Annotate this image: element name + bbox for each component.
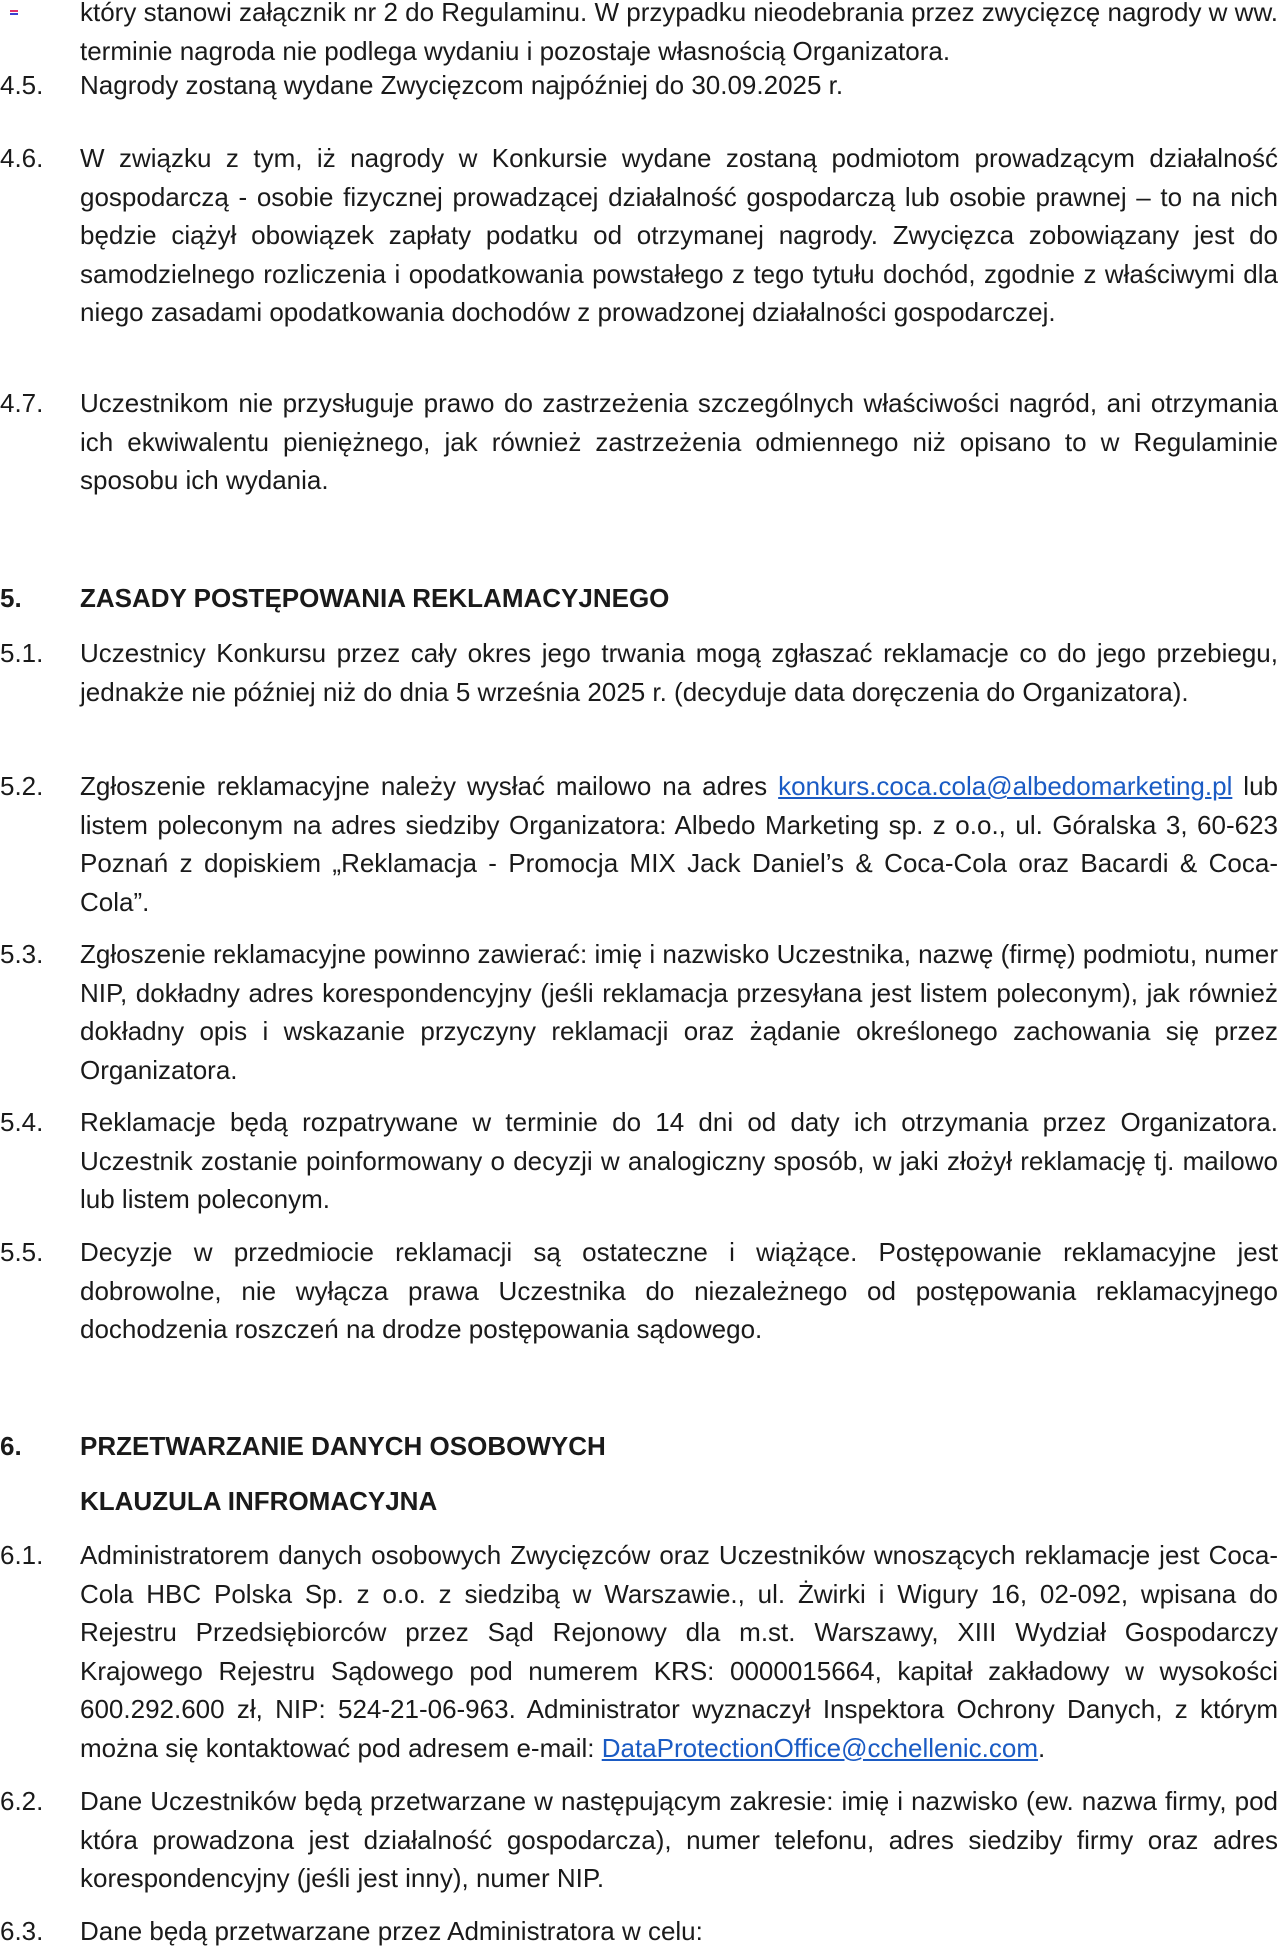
paragraph-number: 5.4. <box>0 1107 44 1137</box>
paragraph-number: 5.2. <box>0 771 44 801</box>
paragraph-text: Dane Uczestników będą przetwarzane w następującym zakresie: imię i nazwisko (ew. nazwa firmy, pod która prowadzona jest działalność gospodarcza), numer telefonu, adres siedziby firmy oraz adres korespondencyjny (jeśli jest inny), numer NIP. <box>80 1786 1278 1893</box>
paragraph-number: 6.3. <box>0 1916 44 1946</box>
paragraph-text-after: lub listem poleconym na adres siedziby Organizatora: Albedo Marketing sp. z o.o., ul. Góralska 3, 60-623 Poznań z dopiskiem „Reklamacja - Promocja MIX Jack Daniel’s & Coca-Cola oraz Bacardi & Coca-Cola”. <box>80 771 1279 917</box>
paragraph-text <box>80 1536 1278 1767</box>
section-subtitle: KLAUZULA INFROMACYJNA <box>80 1486 438 1516</box>
section-number: 6. <box>0 1431 22 1461</box>
paragraph-text: Decyzje w przedmiocie reklamacji są ostateczne i wiążące. Postępowanie reklamacyjne jest dobrowolne, nie wyłącza prawa Uczestnika do niezależnego od postępowania reklamacyjnego dochodzenia roszczeń na drodze postępowania sądowego. <box>80 1237 1278 1344</box>
paragraph-number: 6.1. <box>0 1540 44 1570</box>
paragraph-number: 6.2. <box>0 1786 44 1816</box>
paragraph-number: 4.7. <box>0 388 44 418</box>
paragraph-number: 5.5. <box>0 1237 44 1267</box>
section-title: ZASADY POSTĘPOWANIA REKLAMACYJNEGO <box>80 583 670 613</box>
paragraph-text <box>80 767 1278 921</box>
paragraph-text: Uczestnikom nie przysługuje prawo do zastrzeżenia szczególnych właściwości nagród, ani otrzymania ich ekwiwalentu pieniężnego, jak również zastrzeżenia odmiennego niż opisano to w Regulaminie sposobu ich wydania. <box>80 388 1278 495</box>
section-number: 5. <box>0 583 22 613</box>
paragraph-text: który stanowi załącznik nr 2 do Regulaminu. W przypadku nieodebrania przez zwycięzcę nagrody w ww. terminie nagroda nie podlega wydaniu i pozostaje własnością Organizatora. <box>80 0 1279 66</box>
paragraph-number: 5.3. <box>0 939 44 969</box>
complaint-email-link[interactable]: konkurs.coca.cola@albedomarketing.pl <box>778 771 1233 801</box>
paragraph-text-before: Administratorem danych osobowych Zwycięzców oraz Uczestników wnoszących reklamacje jest Coca-Cola HBC Polska Sp. z o.o. z siedzibą w Warszawie., ul. Żwirki i Wigury 16, 02-092, wpisana do Rejestru Przedsiębiorców przez Sąd Rejonowy dla m.st. Warszawy, XIII Wydział Gospodarczy Krajowego Rejestru Sądowego pod numerem KRS: 0000015664, kapitał zakładowy w wysokości 600.292.600 zł, NIP: 524-21-06-963. Administrator wyznaczył Inspektora Ochrony Danych, z którym można się kontaktować pod adresem e-mail: <box>80 1540 1278 1763</box>
paragraph-text: Reklamacje będą rozpatrywane w terminie do 14 dni od daty ich otrzymania przez Organizatora. Uczestnik zostanie poinformowany o decyzji w analogiczny sposób, w jaki złożył reklamację tj. mailowo lub listem poleconym. <box>80 1107 1278 1214</box>
paragraph-text: Uczestnicy Konkursu przez cały okres jego trwania mogą zgłaszać reklamacje co do jego przebiegu, jednakże nie później niż do dnia 5 września 2025 r. (decyduje data doręczenia do Organizatora). <box>80 638 1278 707</box>
paragraph-text-before: Zgłoszenie reklamacyjne należy wysłać mailowo na adres <box>80 771 779 801</box>
paragraph-text: Nagrody zostaną wydane Zwycięzcom najpóźniej do 30.09.2025 r. <box>80 70 844 100</box>
revision-marker-icon <box>8 2 22 16</box>
paragraph-number: 4.5. <box>0 70 44 100</box>
section-title: PRZETWARZANIE DANYCH OSOBOWYCH <box>80 1431 606 1461</box>
paragraph-number: 4.6. <box>0 143 44 173</box>
paragraph-text: W związku z tym, iż nagrody w Konkursie wydane zostaną podmiotom prowadzącym działalność gospodarczą - osobie fizycznej prowadzącej działalność gospodarczą lub osobie prawnej – to na nich będzie ciążył obowiązek zapłaty podatku od otrzymanej nagrody. Zwycięzca zobowiązany jest do samodzielnego rozliczenia i opodatkowania powstałego z tego tytułu dochód, zgodnie z właściwymi dla niego zasadami opodatkowania dochodów z prowadzonej działalności gospodarczej. <box>80 143 1278 327</box>
paragraph-text-after: . <box>1038 1732 1046 1763</box>
paragraph-text: Dane będą przetwarzane przez Administratora w celu: <box>80 1916 703 1946</box>
paragraph-text: Zgłoszenie reklamacyjne powinno zawierać: imię i nazwisko Uczestnika, nazwę (firmę) podmiotu, numer NIP, dokładny adres korespondencyjny (jeśli reklamacja przesyłana jest listem poleconym), jak również dokładny opis i wskazanie przyczyny reklamacji oraz żądanie określonego zachowania się przez Organizatora. <box>80 939 1278 1085</box>
dpo-email-link[interactable]: DataProtectionOffice@cchellenic.com <box>601 1732 1039 1763</box>
paragraph-number: 5.1. <box>0 638 44 668</box>
